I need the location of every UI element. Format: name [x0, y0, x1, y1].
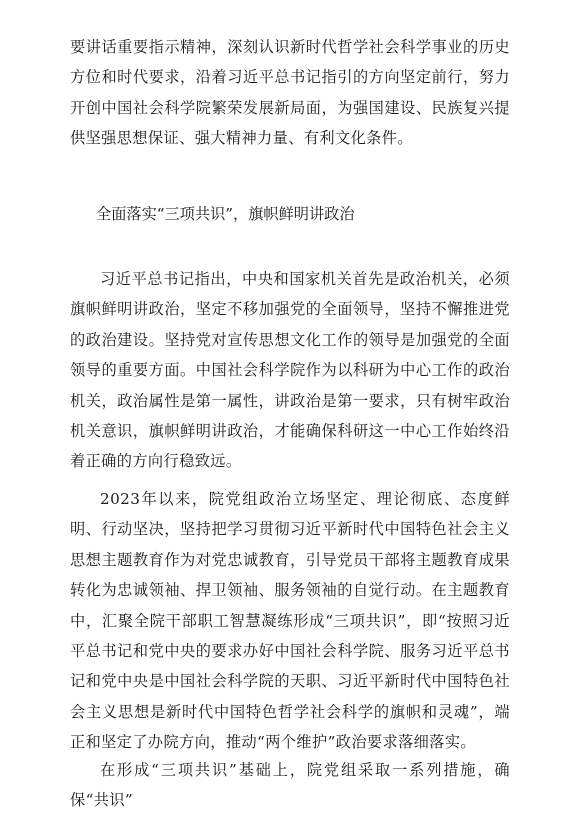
section-heading: 全面落实“三项共识”，旗帜鲜明讲政治	[96, 205, 355, 223]
paragraph-political: 习近平总书记指出，中央和国家机关首先是政治机关，必须旗帜鲜明讲政治，坚定不移加强党的全面领导，坚持不懈推进党的政治建设。坚持党对宣传思想文化工作的领导是加强党的全面领导的重要方面。中国社会科学院作为以科研为中心工作的政治机关，政治属性是第一属性，讲政治是第一要求，只有树牢政治机关意识，旗帜鲜明讲政治，才能确保科研这一中心工作始终沿着正确的方向行稳致远。	[70, 270, 510, 471]
paragraph-2023: 2023年以来，院党组政治立场坚定、理论彻底、态度鲜明、行动坚决，坚持把学习贯彻习近平新时代中国特色社会主义思想主题教育作为对党忠诚教育，引导党员干部将主题教育成果转化为忠诚领袖、捍卫领袖、服务领袖的自觉行动。在主题教育中，汇聚全院干部职工智慧凝练形成“三项共识”，即“按照习近平总书记和党中央的要求办好中国社会科学院、服务习近平总书记和党中央是中国社会科学院的天职、习近平新时代中国特色社会主义思想是新时代中国特色哲学社会科学的旗帜和灵魂”，端正和坚定了办院方向，推动“两个维护”政治要求落细落实。	[70, 490, 510, 752]
paragraph-intro: 要讲话重要指示精神，深刻认识新时代哲学社会科学事业的历史方位和时代要求，沿着习近平总书记指引的方向坚定前行，努力开创中国社会科学院繁荣发展新局面，为强国建设、民族复兴提供坚强思想保证、强大精神力量、有利文化条件。	[70, 38, 510, 148]
paragraph-measures: 在形成“三项共识”基础上，院党组采取一系列措施，确保“共识”	[70, 761, 510, 810]
